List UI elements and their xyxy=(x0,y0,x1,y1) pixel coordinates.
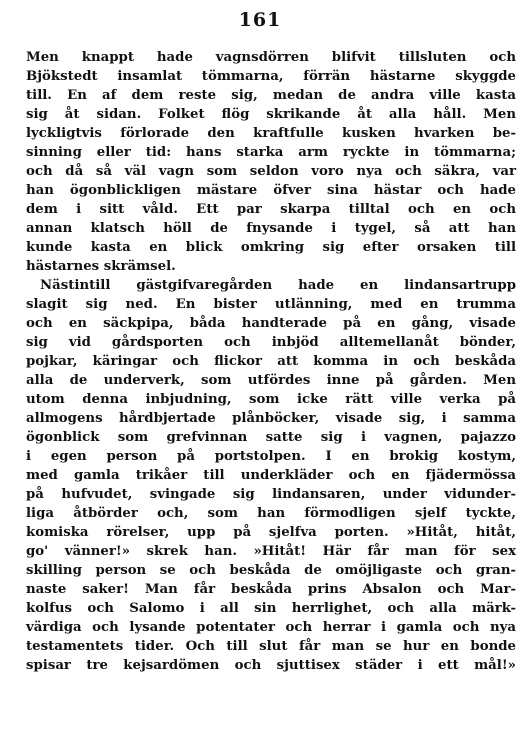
text-line: liga åtbörder och, som han förmodligen sjelf tyckte, xyxy=(26,506,516,521)
text-line: sig vid gårdsporten och inbjöd alltemellanåt bönder, xyxy=(26,335,516,350)
text-line: alla de underverk, som utfördes inne på gården. Men xyxy=(26,373,516,388)
text-line: med gamla trikåer till underkläder och en fjädermössa xyxy=(26,468,516,483)
text-line: pojkar, käringar och flickor att komma in och beskåda xyxy=(26,354,516,369)
text-line: Bjökstedt insamlat tömmarna, förrän hästarne skyggde xyxy=(26,69,516,84)
text-line: annan klatsch höll de fnysande i tygel, så att han xyxy=(26,221,516,236)
text-line: dem i sitt våld. Ett par skarpa tilltal och en och xyxy=(26,202,516,217)
text-line: och en säckpipa, båda handterade på en gång, visade xyxy=(26,316,516,331)
body-text xyxy=(26,48,516,675)
text-line: Men knappt hade vagnsdörren blifvit tillsluten och xyxy=(26,50,516,65)
page-number: 161 xyxy=(238,9,282,31)
text-line: sinning eller tid: hans starka arm ryckte in tömmarna; xyxy=(26,145,516,160)
text-line: kunde kasta en blick omkring sig efter orsaken till xyxy=(26,240,516,255)
text-line: testamentets tider. Och till slut får man se hur en bonde xyxy=(26,639,516,654)
text-line: go' vänner!» skrek han. »Hitåt! Här får man för sex xyxy=(26,544,516,559)
text-line: utom denna inbjudning, som icke rätt ville verka på xyxy=(26,392,516,407)
text-line: slagit sig ned. En bister utlänning, med en trumma xyxy=(26,297,516,312)
text-line: han ögonblickligen mästare öfver sina hästar och hade xyxy=(26,183,516,198)
text-line: sig åt sidan. Folket flög skrikande åt alla håll. Men xyxy=(26,107,516,122)
text-line: ögonblick som grefvinnan satte sig i vagnen, pajazzo xyxy=(26,430,516,445)
text-line: värdiga och lysande potentater och herrar i gamla och nya xyxy=(26,620,516,635)
text-line: komiska rörelser, upp på sjelfva porten. »Hitåt, hitåt, xyxy=(26,525,516,540)
text-line: hästarnes skrämsel. xyxy=(26,259,176,274)
text-line: skilling person se och beskåda de omöjligaste och gran- xyxy=(26,563,516,578)
text-line: till. En af dem reste sig, medan de andra ville kasta xyxy=(26,88,516,103)
text-line: lyckligtvis förlorade den kraftfulle kusken hvarken be- xyxy=(26,126,516,141)
text-line: och då så väl vagn som seldon voro nya och säkra, var xyxy=(26,164,516,179)
text-line: naste saker! Man får beskåda prins Absalon och Mar- xyxy=(26,582,516,597)
text-line: i egen person på portstolpen. I en brokig kostym, xyxy=(26,449,516,464)
text-line: på hufvudet, svingade sig lindansaren, under vidunder- xyxy=(26,487,516,502)
text-line: kolfus och Salomo i all sin herrlighet, och alla märk- xyxy=(26,601,516,616)
text-line: Nästintill gästgifvaregården hade en lindansartrupp xyxy=(40,278,516,293)
text-line: allmogens hårdbjertade plånböcker, visade sig, i samma xyxy=(26,411,516,426)
text-line: spisar tre kejsardömen och sjuttisex städer i ett mål!» xyxy=(26,658,516,673)
